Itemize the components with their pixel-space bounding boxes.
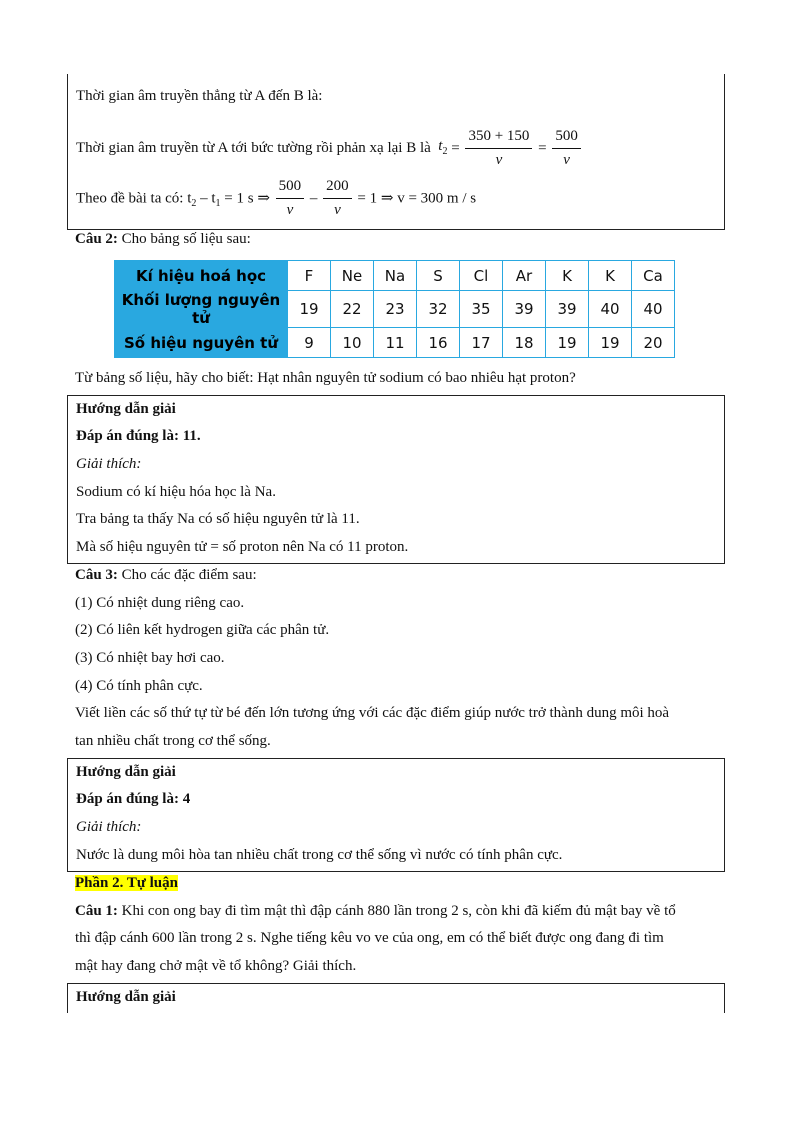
table-cell: 19 <box>288 291 331 328</box>
list-item: (2) Có liên kết hydrogen giữa các phân tử. <box>75 622 330 638</box>
table-cell: 11 <box>374 328 417 358</box>
solution-box-essay <box>67 983 725 1013</box>
element-data-table <box>114 260 675 358</box>
explain-label: Giải thích: <box>76 819 142 835</box>
table-cell: S <box>417 261 460 291</box>
question-2-title: Câu 2: Cho bảng số liệu sau: <box>75 231 251 247</box>
solution-line-equation: Theo đề bài ta có: $t_2 - t_1 = 1$ s ⇒ $\frac{500}{v}$ – $\frac{200}{v}$ = 1 ⇒ v = 300 m / s <box>76 178 477 218</box>
solution-box-q3 <box>67 758 725 872</box>
table-cell: 16 <box>417 328 460 358</box>
table-cell: 22 <box>331 291 374 328</box>
question-2-text: Từ bảng số liệu, hãy cho biết: Hạt nhân nguyên tử sodium có bao nhiêu hạt proton? <box>75 370 576 386</box>
table-cell: 9 <box>288 328 331 358</box>
solution-line: Thời gian âm truyền thẳng từ A đến B là: <box>76 88 323 104</box>
guide-title: Hướng dẫn giải <box>76 764 176 780</box>
table-row <box>115 328 675 358</box>
fraction: $\frac{350 + 150}{v}$ <box>465 128 532 169</box>
table-cell: 40 <box>589 291 632 328</box>
table-cell: K <box>546 261 589 291</box>
table-cell: 20 <box>632 328 675 358</box>
table-cell: 35 <box>460 291 503 328</box>
table-cell: 39 <box>503 291 546 328</box>
table-cell: 19 <box>546 328 589 358</box>
question-3-text: tan nhiều chất trong cơ thể sống. <box>75 733 271 749</box>
essay-question-1: thì đập cánh 600 lần trong 2 s. Nghe tiếng kêu vo ve của ong, em có thể biết được ong đang đi tìm <box>75 930 664 946</box>
table-cell: 39 <box>546 291 589 328</box>
table-cell: Ca <box>632 261 675 291</box>
fraction: $\frac{500}{v}$ <box>276 178 305 219</box>
answer-line: Đáp án đúng là: 11. <box>76 428 201 444</box>
explain-line: Nước là dung môi hòa tan nhiều chất trong cơ thể sống vì nước có tính phân cực. <box>76 847 563 863</box>
table-cell: Ne <box>331 261 374 291</box>
question-3-title: Câu 3: Cho các đặc điểm sau: <box>75 567 257 583</box>
table-cell: F <box>288 261 331 291</box>
explain-line: Tra bảng ta thấy Na có số hiệu nguyên tử là 11. <box>76 511 360 527</box>
table-cell: 10 <box>331 328 374 358</box>
essay-question-1: Câu 1: Khi con ong bay đi tìm mật thì đập cánh 880 lần trong 2 s, còn khi đã kiếm đủ mật bay về tổ <box>75 903 676 919</box>
section-heading: Phần 2. Tự luận <box>75 875 178 891</box>
solution-box-q2 <box>67 395 725 564</box>
table-cell: 18 <box>503 328 546 358</box>
answer-line: Đáp án đúng là: 4 <box>76 791 191 807</box>
list-item: (4) Có tính phân cực. <box>75 678 203 694</box>
fraction: $\frac{500}{v}$ <box>552 128 581 169</box>
explain-line: Mà số hiệu nguyên tử = số proton nên Na có 11 proton. <box>76 539 409 555</box>
table-cell: 40 <box>632 291 675 328</box>
explain-line: Sodium có kí hiệu hóa học là Na. <box>76 484 276 500</box>
table-cell: Na <box>374 261 417 291</box>
table-row <box>115 261 675 291</box>
question-3-text: Viết liền các số thứ tự từ bé đến lớn tương ứng với các đặc điểm giúp nước trở thành dung môi hoà <box>75 705 670 721</box>
table-cell: 23 <box>374 291 417 328</box>
table-cell: 32 <box>417 291 460 328</box>
solution-line-time-reflect: Thời gian âm truyền từ A tới bức tường rồi phản xạ lại B là $t_2$ = $\frac{350 + 150}{v}$ = $\frac{500}{v}$ <box>76 128 583 169</box>
table-cell: K <box>589 261 632 291</box>
fraction: $\frac{200}{v}$ <box>323 178 352 219</box>
essay-question-1: mật hay đang chở mật về tổ không? Giải thích. <box>75 958 357 974</box>
table-row <box>115 291 675 328</box>
row-header: Kí hiệu hoá học <box>115 261 288 291</box>
explain-label: Giải thích: <box>76 456 142 472</box>
table-cell: Cl <box>460 261 503 291</box>
solution-box-previous <box>67 74 725 230</box>
row-header: Số hiệu nguyên tử <box>115 328 288 358</box>
table-cell: 17 <box>460 328 503 358</box>
guide-title: Hướng dẫn giải <box>76 989 176 1005</box>
list-item: (1) Có nhiệt dung riêng cao. <box>75 595 245 611</box>
list-item: (3) Có nhiệt bay hơi cao. <box>75 650 225 666</box>
table-cell: 19 <box>589 328 632 358</box>
guide-title: Hướng dẫn giải <box>76 401 176 417</box>
table-cell: Ar <box>503 261 546 291</box>
row-header: Khối lượng nguyên tử <box>115 291 288 328</box>
